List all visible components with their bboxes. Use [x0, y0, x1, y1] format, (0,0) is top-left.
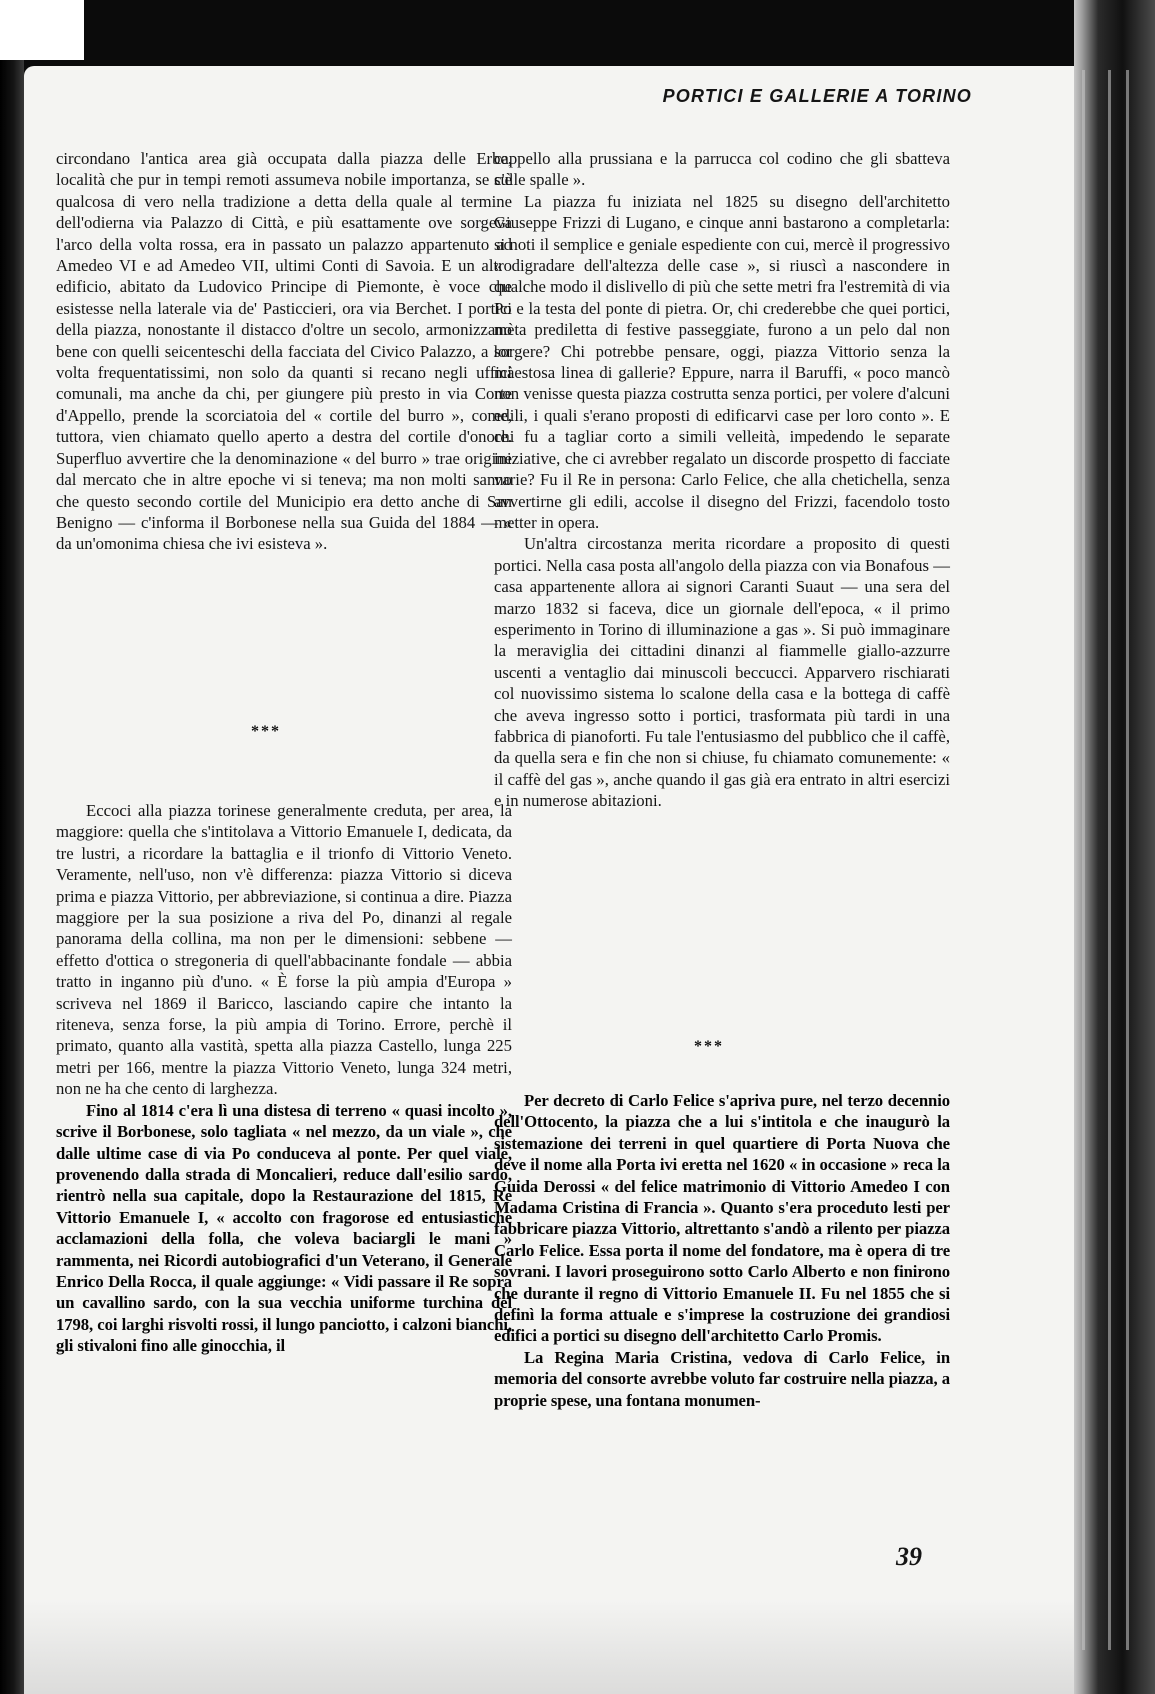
scan-margin-corner [0, 0, 84, 60]
left-section-1-text: circondano l'antica area già occupata dalla piazza delle Erbe, località che pur in tempi remoti assumeva nobile importanza, se c'è qualcosa di vero nella tradizione a detta della quale al termine dell'odierna via Palazzo di Città, e più esattamente ove sorgeva l'arco della volta rossa, era in passato un palazzo appartenuto ad Amedeo VI e ad Amedeo VII, ultimi Conti di Savoia. E un altro edificio, abitato da Ludovico Principe di Piemonte, è voce che esistesse nella laterale via de' Pasticcieri, ora via Berchet. I portici della piazza, nonostante il distacco d'oltre un secolo, armonizzano bene con quelli seicenteschi della facciata del Civico Palazzo, a lor volta frequentatissimi, non solo da quanti si recano negli uffici comunali, ma anche da chi, per giungere più presto in via Corte d'Appello, prende la scorciatoia del « cortile del burro », come, tuttora, vien chiamato quello aperto a destra del cortile d'onore. Superfluo avvertire che la denominazione « del burro » trae origine dal mercato che in altre epoche vi si teneva; ma non molti sanno che questo secondo cortile del Municipio era detto anche di San Benigno — c'informa il Borbonese nella sua Guida del 1884 — « da un'omonima chiesa che ivi esisteva ». [56, 149, 512, 554]
running-head: PORTICI E GALLERIE A TORINO [662, 86, 972, 106]
section-separator-left: *** [251, 723, 281, 740]
left-column-section-2 [56, 800, 512, 1357]
left-section-2-paragraph-1: Eccoci alla piazza torinese generalmente creduta, per area, la maggiore: quella che s'intitolava a Vittorio Emanuele I, dedicata, da tre lustri, a ricordare la battaglia e il trionfo di Vittorio Veneto. Veramente, nell'uso, non v'è differenza: piazza Vittorio si diceva prima e piazza Vittorio, per abbreviazione, si continua a dire. Piazza maggiore per la sua posizione a riva del Po, dinanzi al regale panorama della collina, ma non per le dimensioni: sebbene — effetto d'ottica o stregoneria di quell'abbacinante fondale — abbia tratto in inganno più d'uno. « È forse la più ampia d'Europa » scriveva nel 1869 il Baricco, lasciando capire che intanto la riteneva, senza forse, la più ampia di Torino. Errore, perchè il primato, quanto alla vastità, spetta alla piazza Castello, lunga 225 metri per 166, mentre la piazza Vittorio Veneto, lunga 324 metri, non ne ha che cento di larghezza. [56, 801, 512, 1099]
scan-shadow-bottom [24, 1600, 1074, 1694]
page-number: 39 [896, 1542, 922, 1571]
section-separator-right: *** [694, 1038, 724, 1055]
right-paragraph-1: cappello alla prussiana e la parrucca col codino che gli sbatteva sulle spalle ». [494, 149, 950, 190]
book-spine-edge [1074, 0, 1155, 1694]
right-paragraph-4: Per decreto di Carlo Felice s'apriva pure, nel terzo decennio dell'Ottocento, la piazza che a lui s'intitola e che inaugurò la sistemazione dei terreni in quel quartiere di Porta Nuova che deve il nome alla Porta ivi eretta nel 1620 « in occasione » reca la Guida Derossi « del felice matrimonio di Vittorio Amedeo I con Madama Cristina di Francia ». Quanto s'era proceduto lesti per fabbricare piazza Vittorio, altrettanto s'andò a rilento per piazza Carlo Felice. Essa porta il nome del fondatore, ma è opera di tre sovrani. I lavori proseguirono sotto Carlo Alberto e non finirono che durante il regno di Vittorio Emanuele II. Fu nel 1855 che si definì la forma attuale e s'imprese la costruzione dei grandiosi edifici a portici su disegno dell'architetto Carlo Promis. [494, 1091, 950, 1346]
right-column-section-2 [494, 1090, 950, 1411]
scan-border-left [0, 60, 24, 1694]
left-column [56, 148, 512, 555]
left-section-2-paragraph-2: Fino al 1814 c'era lì una distesa di terreno « quasi incolto », scrive il Borbonese, solo tagliata « nel mezzo, da un viale », che dalle ultime case di via Po conduceva al ponte. Per quel viale, provenendo dalla strada di Moncalieri, reduce dall'esilio sardo, rientrò nella sua capitale, dopo la Restaurazione del 1815, Re Vittorio Emanuele I, « accolto con fragorose ed entusiastiche acclamazioni della folla, che voleva baciargli le mani » rammenta, nei Ricordi autobiografici d'un Veterano, il Generale Enrico Della Rocca, il quale aggiunge: « Vidi passare il Re sopra un cavallino sardo, con la sua vecchia uniforme turchina del 1798, coi larghi risvolti rossi, il lungo panciotto, i calzoni bianchi, gli stivaloni fino alle ginocchia, il [56, 1100, 512, 1356]
right-paragraph-3: Un'altra circostanza merita ricordare a proposito di questi portici. Nella casa posta all'angolo della piazza con via Bonafous — casa appartenente allora ai signori Caranti Suaut — una sera del marzo 1832 si faceva, dice un giornale dell'epoca, « il primo esperimento in Torino di illuminazione a gas ». Si può immaginare la meraviglia dei cittadini dinanzi al fiammelle giallo-azzurre uscenti a ventaglio dai minuscoli beccucci. Apparvero rischiarati col nuovissimo sistema lo scalone della casa e la bottega di caffè che aveva ingresso sotto i portici, trasformata più tardi in una fabbrica di pianoforti. Fu tale l'entusiasmo del pubblico che il caffè, da quella sera e fin che non si chiuse, fu chiamato comunemente: « il caffè del gas », anche quando il gas già era entrato in altri esercizi e in numerose abitazioni. [494, 534, 950, 811]
right-paragraph-5: La Regina Maria Cristina, vedova di Carlo Felice, in memoria del consorte avrebbe voluto far costruire nella piazza, a proprie spese, una fontana monumen- [494, 1347, 950, 1410]
right-column [494, 148, 950, 812]
right-paragraph-2: La piazza fu iniziata nel 1825 su disegno dell'architetto Giuseppe Frizzi di Lugano, e cinque anni bastarono a completarla: si noti il semplice e geniale espediente con cui, mercè il progressivo « digradare dell'altezza delle case », si riuscì a nascondere in qualche modo il dislivello di più che sette metri fra l'estremità di via Po e la testa del ponte di pietra. Or, chi crederebbe che quei portici, mèta prediletta di festive passeggiate, furono a un pelo dal non sorgere? Chi potrebbe pensare, oggi, piazza Vittorio senza la màestosa linea di gallerie? Eppure, narra il Baruffi, « poco mancò non venisse questa piazza costrutta senza portici, per volere d'alcuni edili, i quali s'erano proposti di edificarvi case per loro conto ». E chi fu a tagliar corto a simili velleità, impedendo le separate iniziative, che ci avrebber regalato un discorde prospetto di facciate varie? Fu il Re in persona: Carlo Felice, che alla chetichella, senza avvertirne gli edili, accolse il disegno del Frizzi, facendolo tosto metter in opera. [494, 191, 950, 532]
